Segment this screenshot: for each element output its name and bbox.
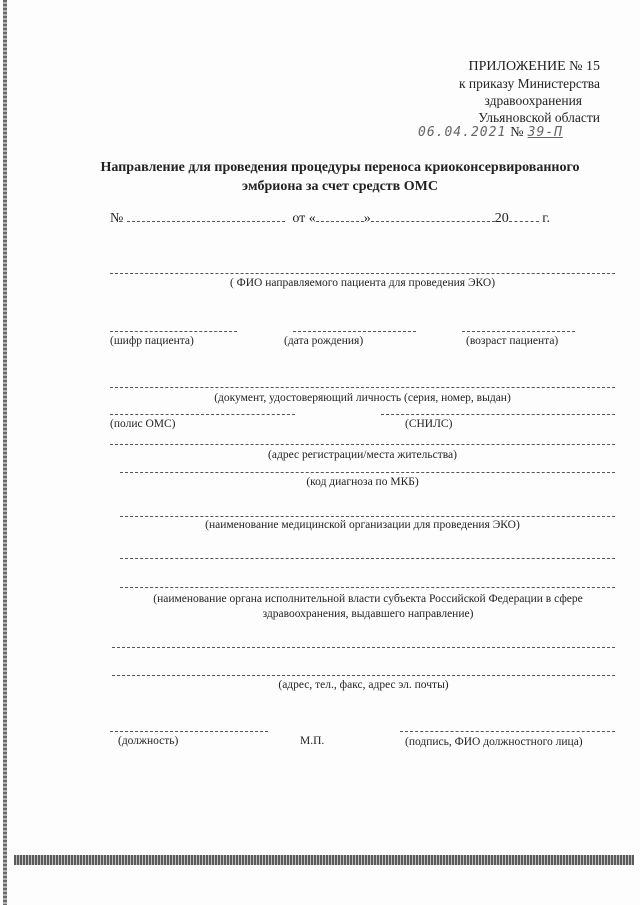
patient-code-line[interactable] <box>110 331 237 332</box>
month-field[interactable] <box>371 208 495 222</box>
header-block <box>360 58 600 126</box>
contacts-caption: (адрес, тел., факс, адрес эл. почты) <box>278 679 449 691</box>
eco-org-line[interactable] <box>120 516 615 517</box>
year-prefix: 20 <box>494 211 509 226</box>
order-details <box>418 123 563 141</box>
address-caption: (адрес регистрации/места жительства) <box>268 449 457 461</box>
patient-name-line[interactable] <box>110 273 615 274</box>
birth-date-caption: (дата рождения) <box>284 335 364 347</box>
eco-org-caption: (наименование медицинской организации для проведения ЭКО) <box>205 519 520 531</box>
snils-line[interactable] <box>381 414 615 415</box>
authority-caption: (наименование органа исполнительной власти субъекта Российской Федерации в сфере здравоохранения, выдавшего направление) <box>153 593 583 620</box>
day-field[interactable] <box>316 208 364 222</box>
snils-caption: (СНИЛС) <box>405 418 453 430</box>
header-line-3: Ульяновской области <box>478 110 600 125</box>
title-line-1: Направление для проведения процедуры переноса криоконсервированного <box>100 160 580 175</box>
scan-edge-left <box>3 0 7 905</box>
order-date: 06.04.2021 <box>418 125 507 140</box>
number-date-line <box>110 208 550 227</box>
birth-date-line[interactable] <box>293 331 416 332</box>
from-label: от « <box>292 211 316 226</box>
signature-caption: (подпись, ФИО должностного лица) <box>405 736 583 748</box>
icd-code-line[interactable] <box>120 472 615 473</box>
authority-line-1[interactable] <box>120 558 615 559</box>
year-field[interactable] <box>509 208 539 222</box>
number-field[interactable] <box>127 208 285 222</box>
patient-name-caption: ( ФИО направляемого пациента для проведения ЭКО) <box>229 277 496 289</box>
header-line-2: здравоохранения <box>484 93 582 108</box>
authority-line-2[interactable] <box>120 587 615 588</box>
document-title <box>60 158 620 196</box>
id-document-line[interactable] <box>110 387 615 388</box>
stamp-caption: М.П. <box>300 735 325 747</box>
patient-age-line[interactable] <box>462 331 575 332</box>
patient-age-caption: (возраст пациента) <box>466 335 559 347</box>
icd-code-caption: (код диагноза по МКБ) <box>306 476 419 488</box>
number-label: № <box>110 211 124 226</box>
patient-code-caption: (шифр пациента) <box>110 335 194 347</box>
position-line[interactable] <box>110 731 268 732</box>
id-document-caption: (документ, удостоверяющий личность (серия, номер, выдан) <box>214 392 511 404</box>
oms-policy-line[interactable] <box>110 414 295 415</box>
contacts-line-2[interactable] <box>112 675 615 676</box>
scan-edge-bottom <box>14 855 634 865</box>
appendix-label: ПРИЛОЖЕНИЕ № 15 <box>468 59 600 74</box>
position-caption: (должность) <box>118 735 179 747</box>
header-line-1: к приказу Министерства <box>458 76 600 91</box>
year-suffix: г. <box>542 211 550 226</box>
address-line[interactable] <box>110 444 615 445</box>
quote-close: » <box>363 211 371 226</box>
order-number: 39-П <box>527 125 563 140</box>
oms-policy-caption: (полис ОМС) <box>110 418 176 430</box>
title-line-2: эмбриона за счет средств ОМС <box>242 179 438 194</box>
contacts-line-1[interactable] <box>112 647 615 648</box>
signature-line[interactable] <box>400 731 615 732</box>
order-no-label: № <box>510 125 524 140</box>
